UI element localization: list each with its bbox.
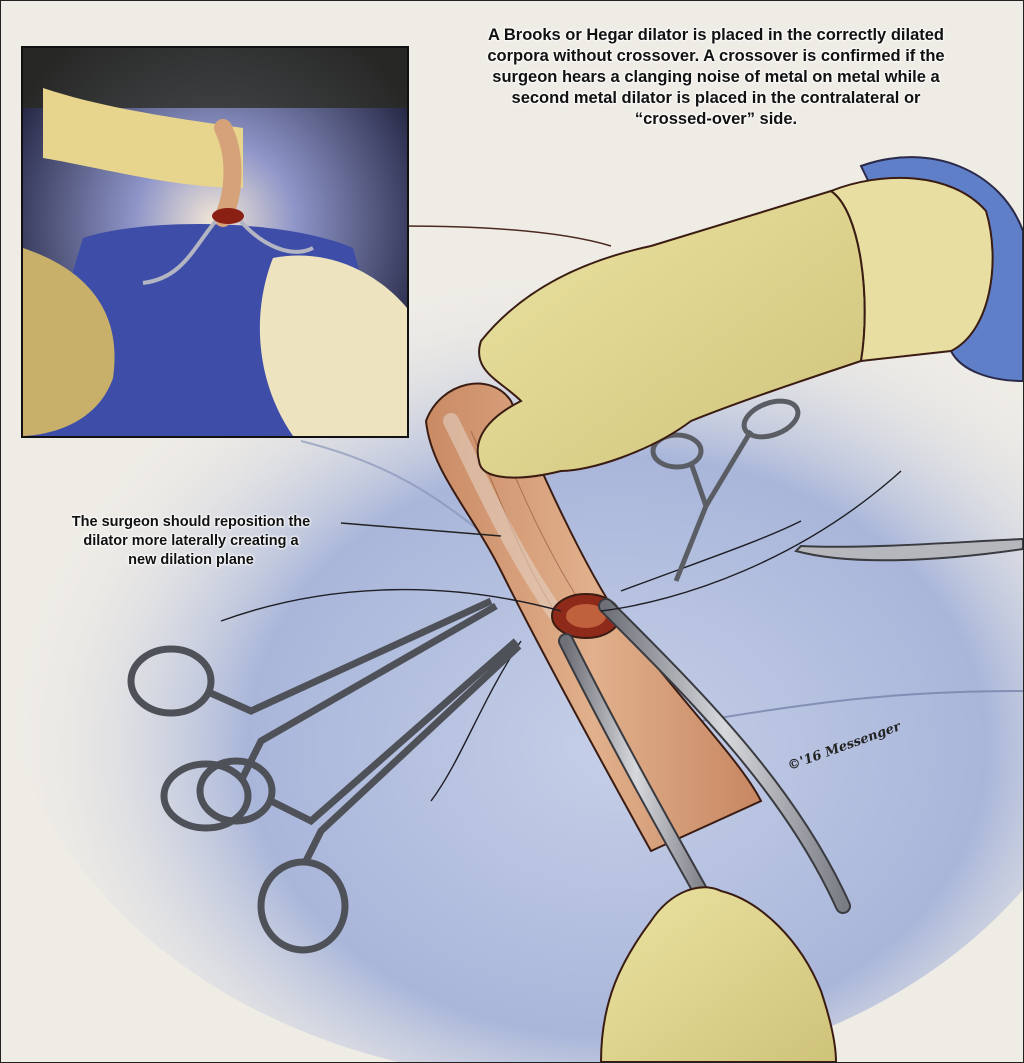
top-caption-line: corpora without crossover. A crossover is confirmed if the [487, 47, 945, 65]
reposition-caption-line: The surgeon should reposition the [71, 514, 311, 530]
intraoperative-photo [21, 46, 409, 438]
top-caption-line: A Brooks or Hegar dilator is placed in the correctly dilated [487, 26, 944, 44]
reposition-caption [31, 513, 351, 570]
top-caption [421, 25, 1011, 130]
top-caption-line: surgeon hears a clanging noise of metal on metal while a [492, 68, 940, 86]
top-caption-line: second metal dilator is placed in the contralateral or [511, 89, 921, 107]
intraoperative-photo-drawing [23, 48, 407, 436]
top-caption-line: “crossed-over” side. [634, 110, 798, 128]
artist-signature: ©'16 Messenger [785, 719, 903, 774]
reposition-caption-line: new dilation plane [128, 552, 254, 568]
reposition-caption-line: dilator more laterally creating a [83, 533, 299, 549]
